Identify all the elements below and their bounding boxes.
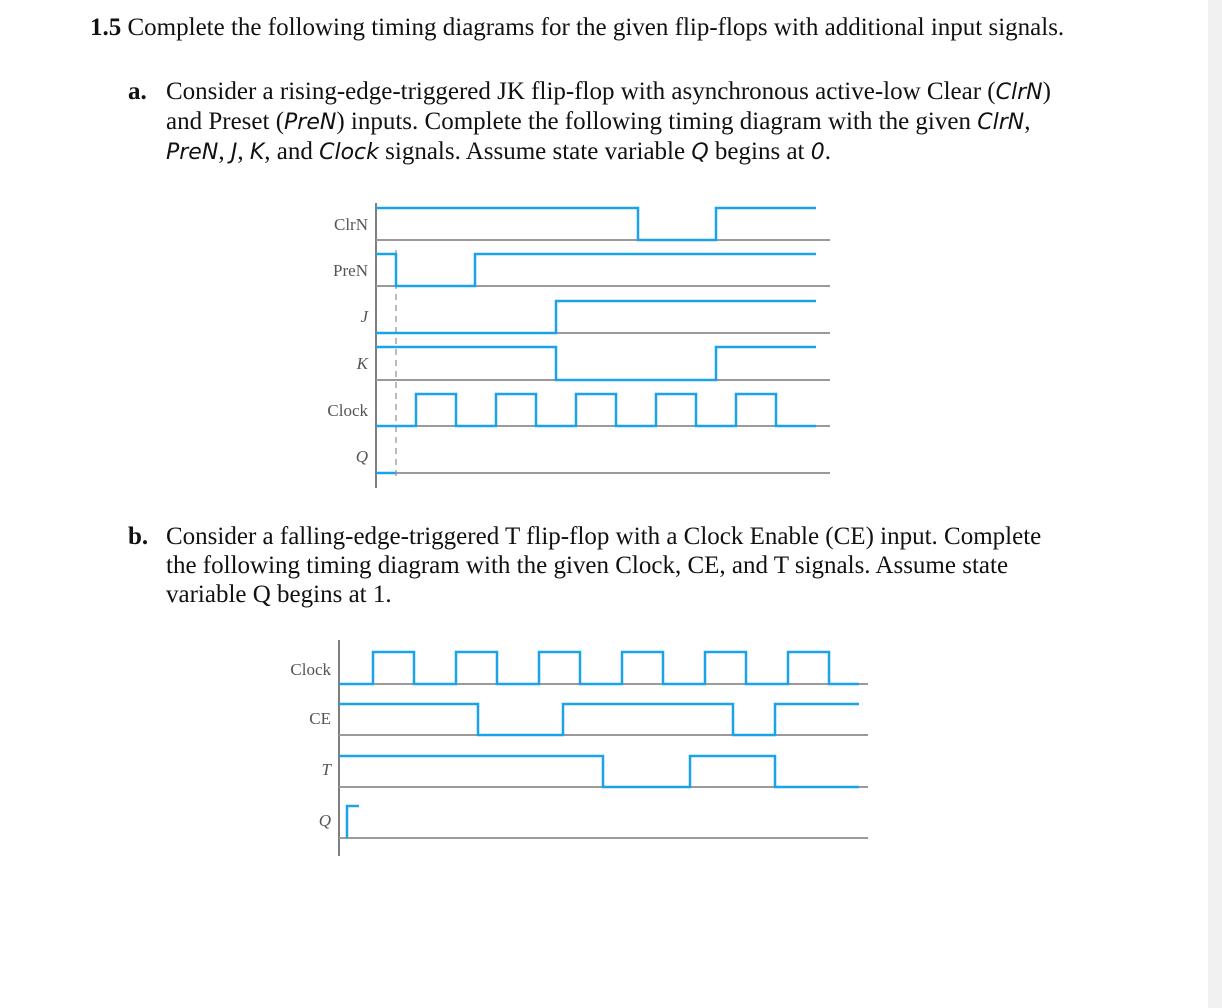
- part-b-line-3: variable Q begins at 1.: [166, 581, 392, 608]
- text: begins at: [708, 138, 811, 165]
- label-clock-b: Clock: [290, 660, 331, 679]
- label-t: T: [321, 760, 331, 779]
- math-pren: PreN: [284, 110, 337, 135]
- text: and Preset (: [166, 108, 285, 135]
- signal-q-b-initial: [347, 806, 359, 838]
- signal-t: [339, 756, 859, 787]
- problem-title: Complete the following timing diagrams for the given flip-flops with additional input signals.: [127, 14, 1065, 41]
- label-q: Q: [355, 447, 368, 466]
- label-k: K: [356, 354, 368, 373]
- math-clrn: ClrN: [977, 110, 1025, 135]
- text: Consider a rising-edge-triggered JK flip-flop with asynchronous active-low Clear (: [166, 78, 996, 105]
- label-pren: PreN: [333, 261, 368, 280]
- text: ) inputs. Complete the following timing diagram with the given: [336, 108, 978, 135]
- text: , and: [264, 138, 320, 165]
- problem-number: 1.5: [90, 14, 122, 41]
- math-q: Q: [691, 140, 709, 165]
- text: signals. Assume state variable: [378, 138, 692, 165]
- signal-ce: [339, 704, 859, 735]
- part-a-letter: a.: [128, 78, 147, 105]
- part-b-line-2: the following timing diagram with the given Clock, CE, and T signals. Assume state: [166, 552, 1009, 579]
- text: ,: [1024, 108, 1031, 135]
- label-ce: CE: [309, 709, 331, 728]
- part-b-letter: b.: [128, 523, 149, 550]
- label-q-b: Q: [318, 811, 331, 830]
- math-zero: 0: [810, 140, 825, 165]
- math-pren: PreN: [166, 140, 219, 165]
- math-j: J: [230, 140, 238, 165]
- math-clock: Clock: [319, 140, 379, 165]
- text: ): [1042, 78, 1051, 105]
- text: ,: [237, 138, 250, 165]
- math-k: K: [249, 140, 265, 165]
- part-b-line-1: Consider a falling-edge-triggered T flip-flop with a Clock Enable (CE) input. Complete: [166, 523, 1042, 550]
- text: ,: [218, 138, 231, 165]
- label-j: J: [360, 307, 368, 326]
- text: .: [824, 138, 831, 165]
- signal-clock-b: [339, 652, 859, 684]
- label-clrn: ClrN: [334, 215, 368, 234]
- math-clrn: ClrN: [995, 80, 1043, 105]
- label-clock: Clock: [327, 401, 368, 420]
